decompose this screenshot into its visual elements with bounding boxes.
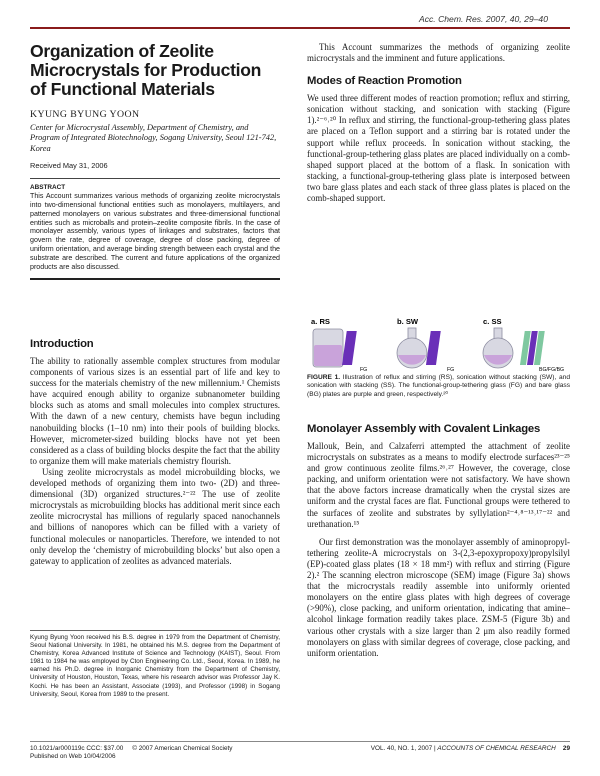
title-block (30, 42, 280, 280)
abstract-rule (30, 178, 280, 179)
copyright: © 2007 American Chemical Society (132, 745, 233, 752)
figure-1 (307, 315, 570, 373)
caption-label: FIGURE 1. (307, 374, 341, 381)
published-date: Published on Web 10/04/2006 (30, 753, 116, 761)
monolayer-paragraph-1: Mallouk, Bein, and Calzaferri attempted the attachment of zeolite microcrystals on substrates as a means to modify electrode surfaces²³⁻²⁵ and grow continuous zeolite films.²⁶˒²⁷ However, the coverage, close packing, and uniform orientation were not satisfactory. We have shown that the above factors increase dramatically when the crystal sizes are uniform and the crystal faces are flat. Functional groups were tethered to the surfaces of zeolite and substrates by syllylation²⁻⁴˒⁸⁻¹³˒¹⁷⁻²² and urethanation.¹⁵ (307, 441, 570, 529)
intro-paragraph-2: Using zeolite microcrystals as model microbuilding blocks, we developed methods of organizing them into two- (2D) and three-dimensional (3D) organized structures.²⁻²² The use of zeolite microcrystals as microbuilding blocks has additional merit since each zeolite microcrystal has millions of regularly spaced nanochannels and billions of nanopores which can be filled with a variety of functional molecules or nanoparticles. Therefore, we intended to not only develop the ‘chemistry of microbuilding blocks’ but also open a gateway to application of zeolites as advanced materials. (30, 466, 280, 566)
author: KYUNG BYUNG YOON (30, 109, 140, 120)
journal-name: Acc. Chem. Res. (418, 14, 484, 24)
affiliation: Center for Microcrystal Assembly, Department of Chemistry, and Program of Integrated Biotechnology, Sogang University, Seoul 121-742, Korea (30, 123, 277, 153)
intro-paragraph-1: The ability to rationally assemble complex structures from modular components of various sizes is an essential part of life and key to success for the materials chemistry of the new millennium.¹ Chemists have acquired enough ability to organize subnanometer building blocks such as atoms and small molecules into complex structures. With the dawn of a new century, chemists have begun including nanobuilding blocks (1–10 nm) into their pools of building blocks. However, micrometer-sized building blocks have not yet been considered as a class of building blocks despite the fact that the ability to organize them will make materials chemistry flourish. (30, 356, 280, 466)
figure-label-a: a. RS (311, 317, 330, 326)
header-rule (30, 27, 570, 29)
bio-rule (30, 630, 280, 631)
right-paragraph-0: This Account summarizes the methods of organizing zeolite microcrystals and the imminent and future applications. (307, 42, 570, 64)
received-date: Received May 31, 2006 (30, 161, 108, 171)
bg-fg-bg-label: BG/FG/BG (539, 367, 565, 373)
author-bio: Kyung Byung Yoon received his B.S. degree in 1979 from the Department of Chemistry, Seoul National University. In 1981, he obtained his M.S. degree from the Department of Chemistry, Korea Advanced Institute of Science and Technology (KAIST), Seoul. From 1981 to 1984 he was employed by Cton Engineering Co. Ltd., Seoul, Korea. In 1989, he earned his Ph.D. degree in Inorganic Chemistry from the Department of Chemistry, University of Houston, Houston, Texas, where his research advisor was Professor Jay K. Kochi. He has been an Assistant, Associate (1993), and Professor (1998) in Sogang University, Seoul, Korea from 1989 to the present. (30, 634, 280, 698)
panel-c-apparatus (483, 328, 545, 368)
figure-label-b: b. SW (397, 317, 419, 326)
caption-text: Illustration of reflux and stirring (RS), sonication without stacking (SW), and sonication with stacking (SS). The functional-group-tethering glass (FG) and bare glass (BG) plates are purple and green, respectively.²⁰ (307, 374, 570, 398)
doi: 10.1021/ar000119c CCC: $37.00 (30, 745, 124, 752)
journal-volume: 40, (509, 14, 522, 24)
article-title: Organization of Zeolite Microcrystals for Production of Functional Materials (30, 41, 262, 99)
panel-b-apparatus (397, 328, 441, 368)
page-number: 29 (562, 745, 570, 752)
abstract-text: This Account summarizes various methods of organizing zeolite microcrystals into two-dimensional functional entities such as monolayers, multilayers, and patterned monolayers on various substrates and three-dimensional functional entities such as microballs and protein–zeolite composite fibrils. In the case of monolayer assembly, various types of linkages and substrates, factors that govern the rate, degree of coverage, degree of close packing, degree of uniform orientation, and average binding strength between each crystal and the substrate are described. The current and future applications of the organized products are also discussed. (30, 192, 280, 271)
footer-rule (30, 741, 570, 742)
figure-1-caption (307, 374, 570, 399)
monolayer-section (307, 423, 570, 659)
journal-year: 2007, (485, 14, 508, 24)
fg-label-a: FG (360, 367, 368, 373)
modes-paragraph: We used three different modes of reaction promotion; reflux and stirring, sonication without stacking, and sonication with stacking (Figure 1).²⁻⁶˒²⁰ In reflux and stirring, the functional-group-tethering glass plates are placed on a Teflon support and a stirring bar is rotated under the support while reflux proceeds. In sonication without stacking, the functional-group-tethering glass plates are placed individually on a comb-shaped support placed at the bottom of a flask. In sonication with stacking, a functional-group-tethering glass plate is interposed between two bare glass plates and each stack of three glass plates is placed on the comb-shaped support. (307, 93, 570, 204)
footer-journal: ACCOUNTS OF CHEMICAL RESEARCH (437, 745, 556, 752)
footer-right: VOL. 40, NO. 1, 2007 | ACCOUNTS OF CHEMICAL RESEARCH 29 (370, 745, 570, 752)
introduction-section (30, 338, 280, 567)
abstract-heading: ABSTRACT (30, 184, 66, 192)
fg-label-b: FG (447, 367, 455, 373)
monolayer-heading: Monolayer Assembly with Covalent Linkages (307, 423, 541, 435)
modes-heading: Modes of Reaction Promotion (307, 75, 462, 88)
right-column (307, 42, 570, 204)
figure-label-c: c. SS (483, 317, 502, 326)
footer-volume: VOL. 40, NO. 1, 2007 (370, 745, 433, 752)
fg-plate-b (426, 331, 441, 365)
journal-pages: 29–40 (524, 14, 548, 24)
monolayer-paragraph-2: Our first demonstration was the monolayer assembly of aminopropyl-tethering zeolite-A microcrystals on 3-(2,3-epoxypropoxy)propylsilyl (EP)-coated glass plates (18 × 18 mm²) with reflux and stirring (Figure 2).² The scanning electron microscope (SEM) image (Figure 3a) shows that the microcrystals readily assemble into uniformly oriented monolayers on the entire glass plates with high degrees of coverage (>90%), close packing, and uniform orientation, indicating that amine–alcohol linkage formation readily takes place. ZSM-5 (Figure 3b) and various other crystals with a size larger than 2 μm also readily formed monolayers on glass with similar degrees of coverage, close packing, and uniform orientation. (307, 536, 570, 658)
panel-a-apparatus (313, 329, 357, 367)
abstract-end-rule (30, 278, 280, 280)
fg-plate-a (342, 331, 357, 365)
liquid-a (314, 345, 342, 366)
running-header (419, 14, 548, 24)
footer-left (30, 745, 280, 761)
introduction-heading: Introduction (30, 338, 94, 350)
